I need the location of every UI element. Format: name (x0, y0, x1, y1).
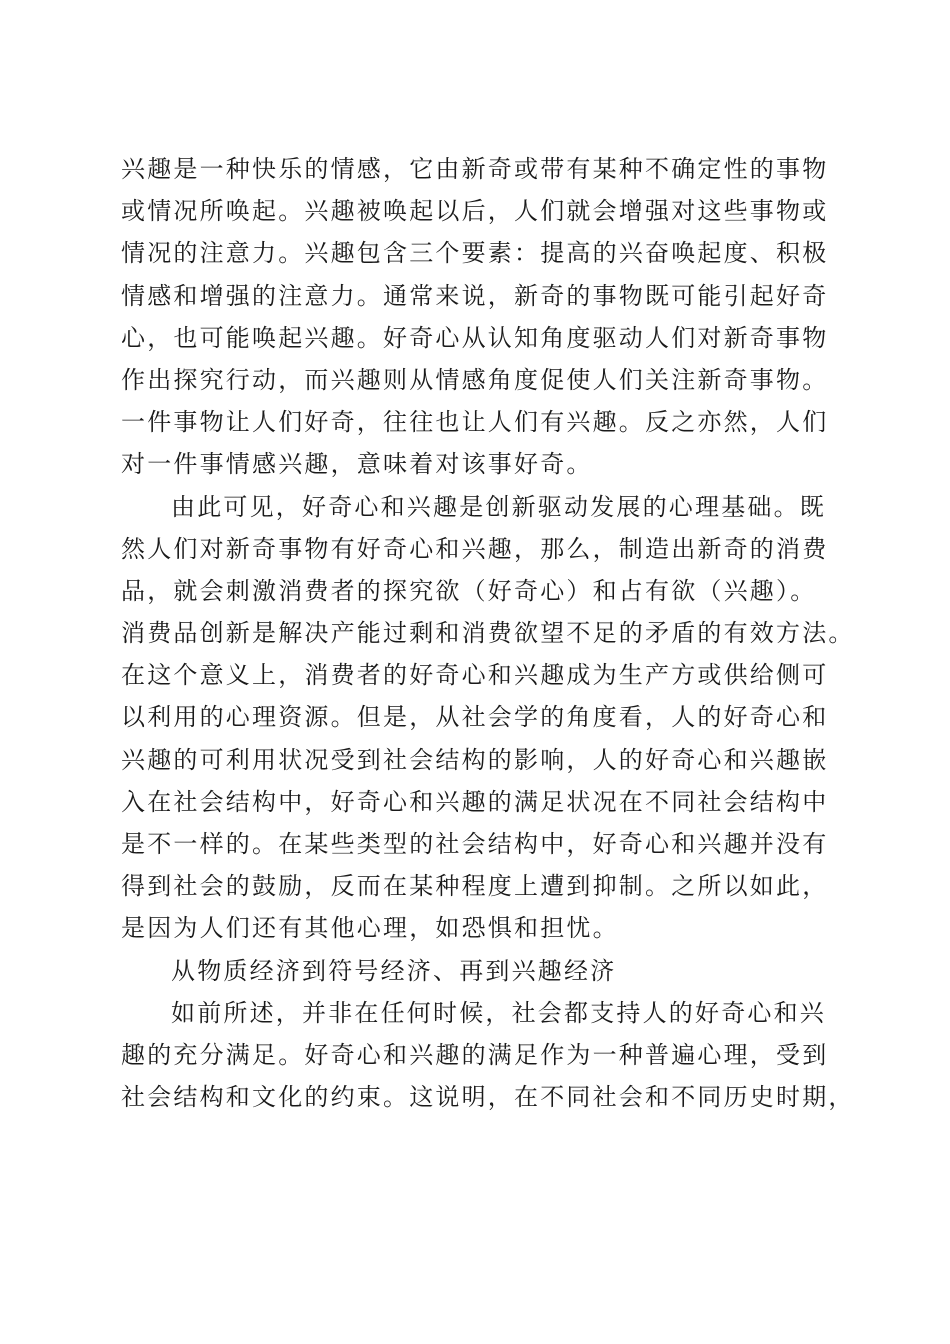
text-line: 心，也可能唤起兴趣。好奇心从认知角度驱动人们对新奇事物 (121, 323, 829, 352)
section-heading (121, 950, 841, 992)
text-line: 是因为人们还有其他心理，如恐惧和担忧。 (121, 914, 619, 943)
text-line: 是不一样的。在某些类型的社会结构中，好奇心和兴趣并没有 (121, 830, 829, 858)
text-line: 以利用的心理资源。但是，从社会学的角度看，人的好奇心和 (121, 703, 829, 732)
paragraph-3 (121, 992, 855, 1119)
section-heading-text: 从物质经济到符号经济、再到兴趣经济 (171, 956, 617, 985)
text-line: 由此可见，好奇心和兴趣是创新驱动发展的心理基础。既 (171, 492, 826, 521)
text-line: 在这个意义上，消费者的好奇心和兴趣成为生产方或供给侧可 (121, 661, 829, 690)
text-line: 得到社会的鼓励，反而在某种程度上遭到抑制。之所以如此， (121, 872, 829, 901)
text-line: 对一件事情感兴趣，意味着对该事好奇。 (121, 450, 593, 479)
text-line: 社会结构和文化的约束。这说明，在不同社会和不同历史时期， (121, 1083, 855, 1112)
text-line: 趣的充分满足。好奇心和兴趣的满足作为一种普遍心理，受到 (121, 1040, 829, 1069)
text-line: 兴趣是一种快乐的情感，它由新奇或带有某种不确定性的事物 (121, 155, 829, 183)
text-line: 消费品创新是解决产能过剩和消费欲望不足的矛盾的有效方法。 (121, 619, 855, 648)
text-line: 情况的注意力。兴趣包含三个要素：提高的兴奋唤起度、积极 (121, 239, 829, 268)
text-line: 一件事物让人们好奇，往往也让人们有兴趣。反之亦然，人们 (121, 408, 829, 437)
text-line: 如前所述，并非在任何时候，社会都支持人的好奇心和兴 (171, 998, 826, 1027)
text-line: 然人们对新奇事物有好奇心和兴趣，那么，制造出新奇的消费 (121, 534, 829, 563)
text-line: 情感和增强的注意力。通常来说，新奇的事物既可能引起好奇 (121, 281, 829, 310)
document-body (121, 148, 855, 1118)
text-line: 品，就会刺激消费者的探究欲（好奇心）和占有欲（兴趣）。 (121, 576, 817, 605)
paragraph-1 (121, 148, 841, 486)
text-line: 入在社会结构中，好奇心和兴趣的满足状况在不同社会结构中 (121, 787, 829, 816)
text-line: 作出探究行动，而兴趣则从情感角度促使人们关注新奇事物。 (121, 365, 829, 394)
text-line: 兴趣的可利用状况受到社会结构的影响，人的好奇心和兴趣嵌 (121, 745, 829, 774)
text-line: 或情况所唤起。兴趣被唤起以后，人们就会增强对这些事物或 (121, 197, 829, 226)
paragraph-2 (121, 486, 855, 950)
